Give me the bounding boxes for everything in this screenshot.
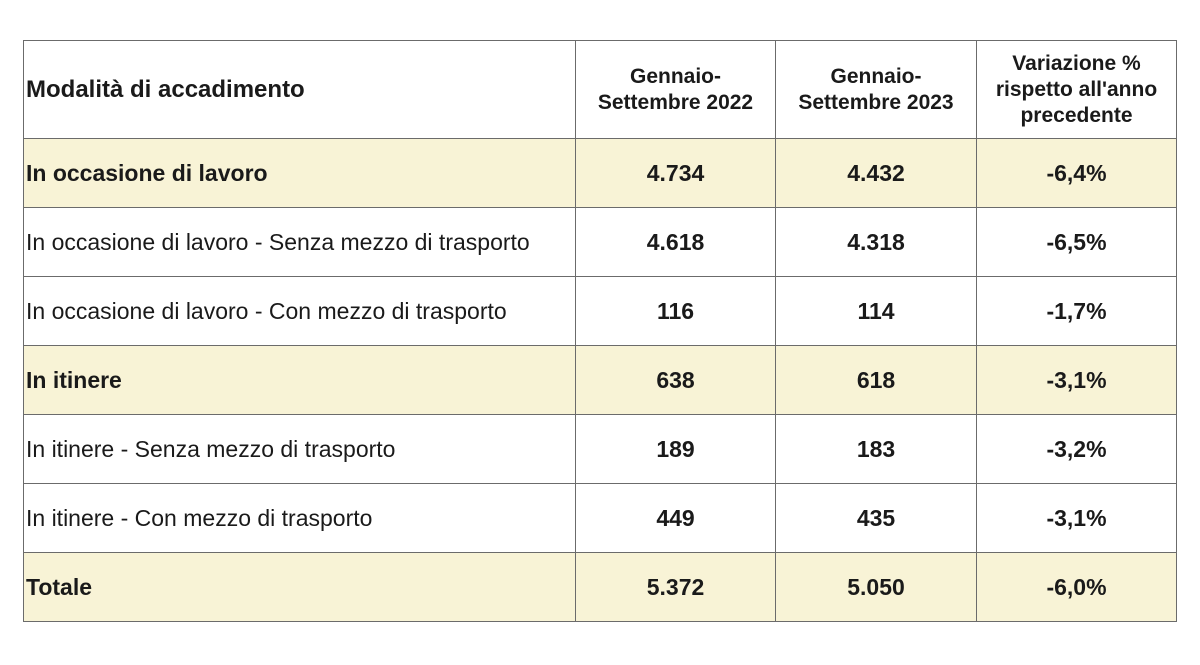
table-header-row	[24, 41, 1177, 139]
value-2023: 114	[776, 277, 977, 346]
value-2023: 618	[776, 346, 977, 415]
header-variazione-line3: precedente	[1020, 103, 1133, 127]
value-2022: 4.734	[576, 139, 776, 208]
table-row-total	[24, 553, 1177, 622]
value-variation: -6,5%	[977, 208, 1177, 277]
table-row	[24, 277, 1177, 346]
header-2022-line2: Settembre 2022	[597, 90, 754, 114]
value-2022: 638	[576, 346, 776, 415]
header-2023-line1: Gennaio-	[830, 64, 922, 88]
total-2023: 5.050	[776, 553, 977, 622]
value-2022: 116	[576, 277, 776, 346]
value-variation: -3,1%	[977, 346, 1177, 415]
value-2023: 183	[776, 415, 977, 484]
value-variation: -3,1%	[977, 484, 1177, 553]
header-variazione-line1: Variazione %	[1012, 51, 1141, 75]
table-row	[24, 346, 1177, 415]
row-label: In itinere	[24, 346, 576, 415]
header-2023	[776, 41, 977, 139]
row-label: In itinere - Con mezzo di trasporto	[24, 484, 576, 553]
header-2022	[576, 41, 776, 139]
table-row	[24, 139, 1177, 208]
header-2022-line1: Gennaio-	[629, 64, 721, 88]
table-row	[24, 484, 1177, 553]
row-label: In occasione di lavoro - Senza mezzo di trasporto	[24, 208, 576, 277]
value-variation: -3,2%	[977, 415, 1177, 484]
data-table-container	[23, 40, 1176, 622]
value-2023: 4.318	[776, 208, 977, 277]
total-2022: 5.372	[576, 553, 776, 622]
value-2023: 4.432	[776, 139, 977, 208]
row-label-total: Totale	[24, 553, 576, 622]
value-2023: 435	[776, 484, 977, 553]
value-variation: -6,4%	[977, 139, 1177, 208]
value-2022: 189	[576, 415, 776, 484]
accident-statistics-table	[23, 40, 1177, 622]
header-modalita	[24, 41, 576, 139]
value-variation: -1,7%	[977, 277, 1177, 346]
value-2022: 4.618	[576, 208, 776, 277]
total-variation: -6,0%	[977, 553, 1177, 622]
row-label: In itinere - Senza mezzo di trasporto	[24, 415, 576, 484]
row-label: In occasione di lavoro - Con mezzo di trasporto	[24, 277, 576, 346]
value-2022: 449	[576, 484, 776, 553]
header-2023-line2: Settembre 2023	[798, 90, 954, 114]
header-variazione-line2: rispetto all'anno	[995, 77, 1158, 101]
header-modalita-text: Modalità di accadimento	[26, 75, 305, 103]
header-variazione	[977, 41, 1177, 139]
table-row	[24, 415, 1177, 484]
row-label: In occasione di lavoro	[24, 139, 576, 208]
table-row	[24, 208, 1177, 277]
